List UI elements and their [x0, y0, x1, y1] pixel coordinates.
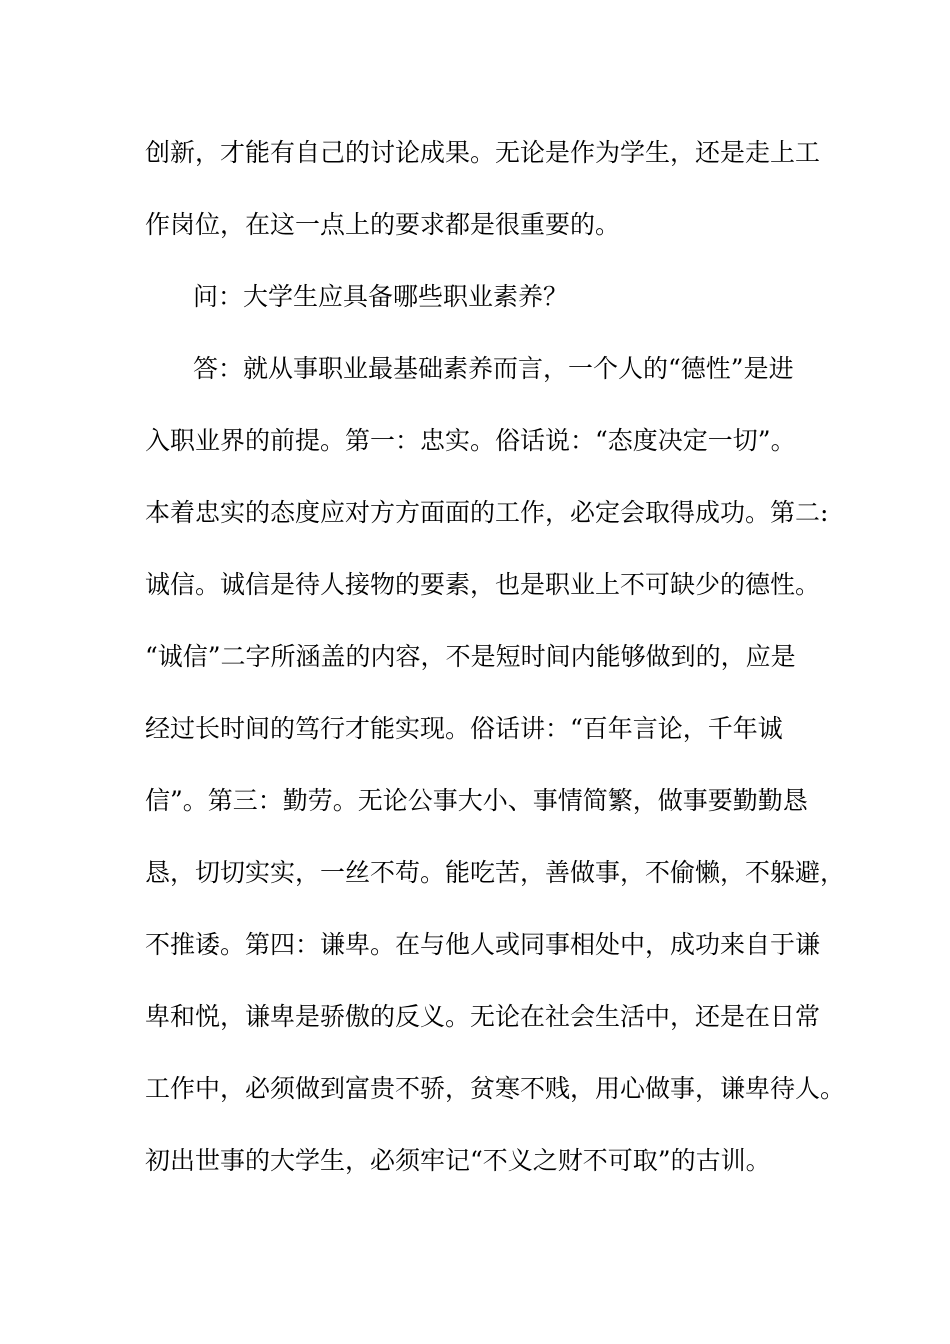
text-line: 入职业界的前提。第一：忠实。俗话说：“态度决定一切”。	[145, 426, 796, 455]
text-line: 本着忠实的态度应对方方面面的工作，必定会取得成功。第二:	[145, 498, 829, 527]
text-line: 工作中，必须做到富贵不骄，贫寒不贱，用心做事，谦卑待人。	[145, 1074, 846, 1103]
text-line: 初出世事的大学生，必须牢记“不义之财不可取”的古训。	[145, 1146, 771, 1175]
text-line: 恳，切切实实，一丝不苟。能吃苦，善做事，不偷懒，不躲避，	[145, 858, 846, 887]
text-line: 诚信。诚信是待人接物的要素，也是职业上不可缺少的德性。	[145, 570, 821, 599]
text-line: 作岗位，在这一点上的要求都是很重要的。	[145, 210, 621, 239]
text-line: 卑和悦，谦卑是骄傲的反义。无论在社会生活中，还是在日常	[145, 1002, 821, 1031]
text-line: 经过长时间的笃行才能实现。俗话讲：“百年言论，千年诚	[145, 714, 783, 743]
text-line: “诚信”二字所涵盖的内容，不是短时间内能够做到的，应是	[145, 642, 796, 671]
text-line: 创新，才能有自己的讨论成果。无论是作为学生，还是走上工	[145, 138, 821, 167]
text-line: 不推诿。第四：谦卑。在与他人或同事相处中，成功来自于谦	[145, 930, 821, 959]
answer-line: 答：就从事职业最基础素养而言，一个人的“德性”是进	[193, 354, 794, 383]
text-line: 信”。第三：勤劳。无论公事大小、事情简繁，做事要勤勤恳	[145, 786, 808, 815]
question-line: 问：大学生应具备哪些职业素养？	[193, 282, 569, 311]
